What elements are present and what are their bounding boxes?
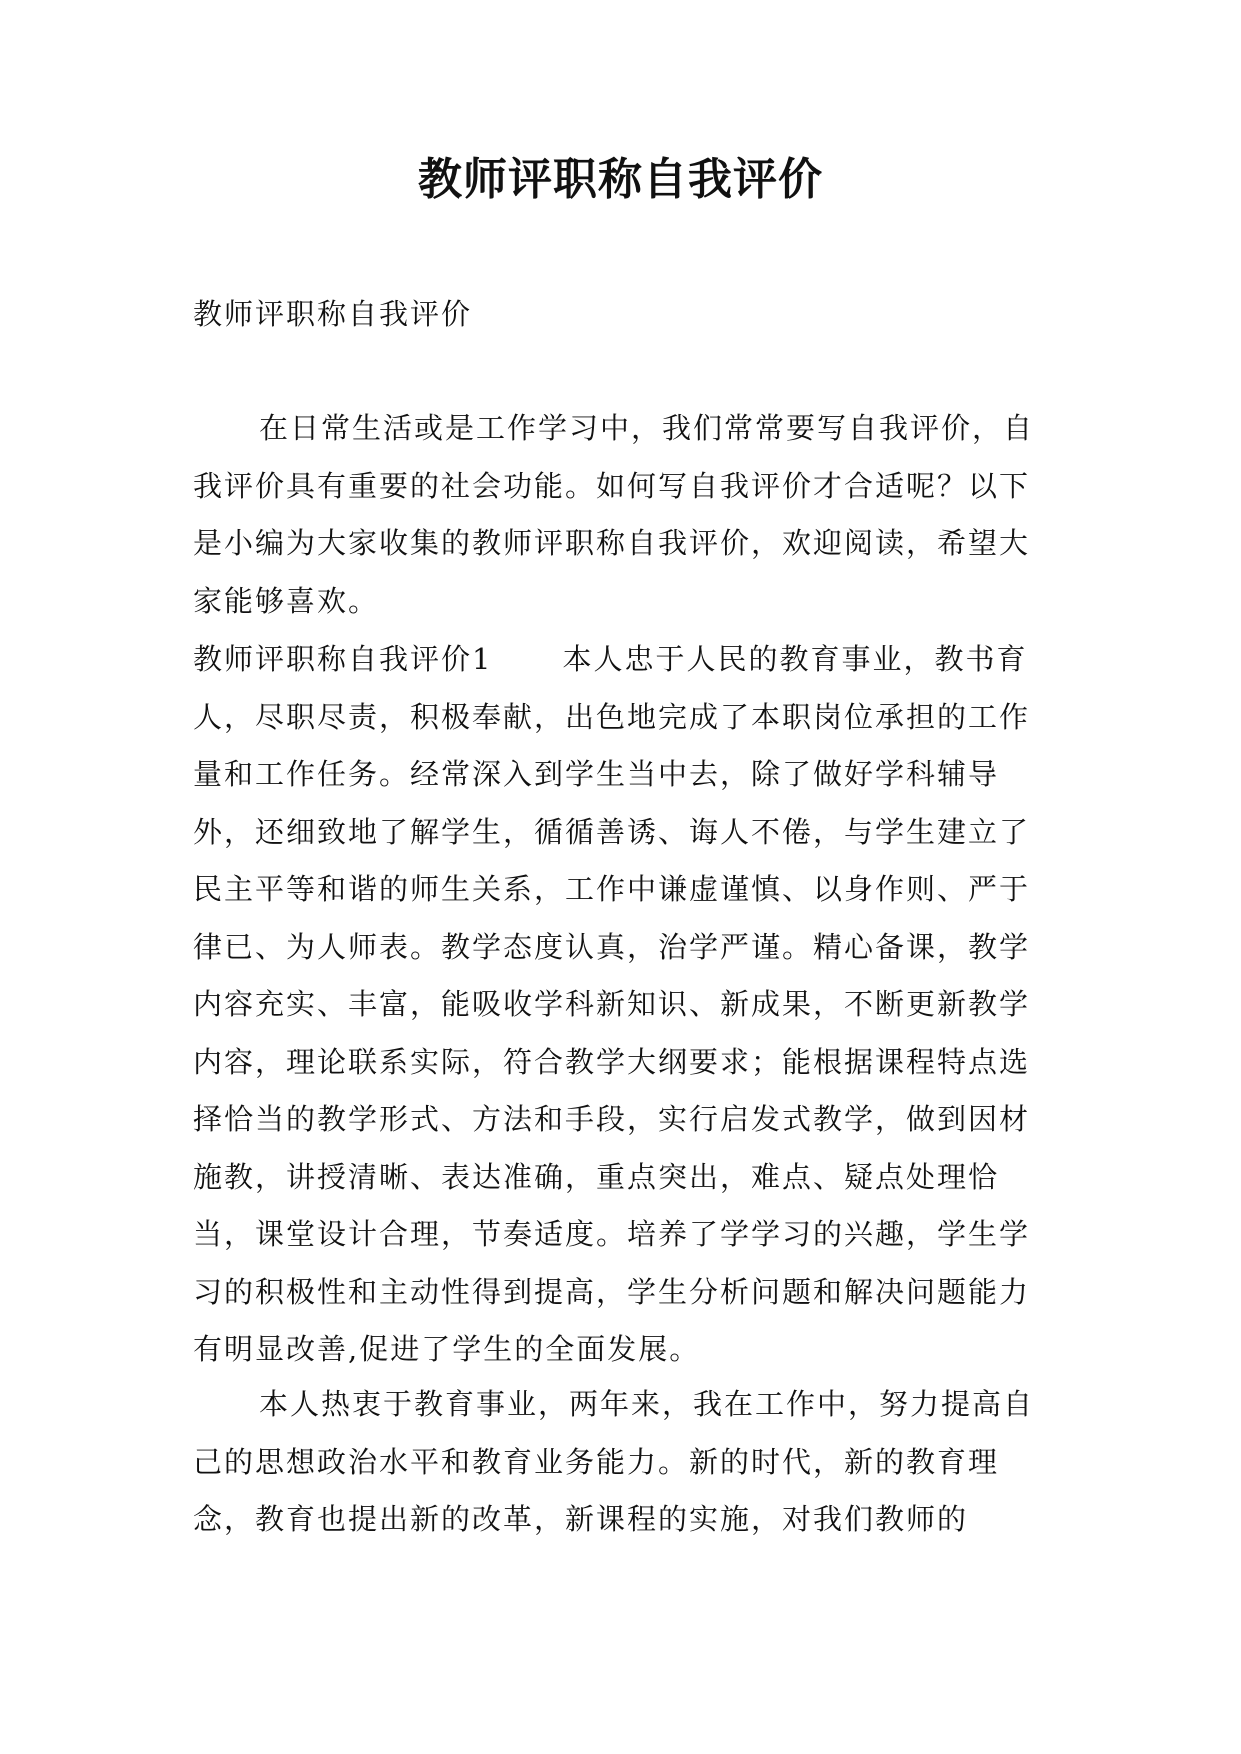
intro-paragraph: 在日常生活或是工作学习中，我们常常要写自我评价，自我评价具有重要的社会功能。如何写自我评价才合适呢？以下是小编为大家收集的教师评职称自我评价，欢迎阅读，希望大家能够喜欢。 <box>193 411 1035 618</box>
essay-1-heading: 教师评职称自我评价1 <box>193 642 493 676</box>
body-paragraph-2: 本人热衷于教育事业，两年来，我在工作中，努力提高自己的思想政治水平和教育业务能力。新的时代，新的教育理念，教育也提出新的改革，新课程的实施，对我们教师的 <box>193 1387 1035 1536</box>
essay-1-paragraph <box>193 631 1053 1379</box>
essay-1-text: 本人忠于人民的教育事业，教书育人，尽职尽责，积极奉献，出色地完成了本职岗位承担的工作量和工作任务。经常深入到学生当中去，除了做好学科辅导外，还细致地了解学生，循循善诱、诲人不倦，与学生建立了民主平等和谐的师生关系，工作中谦虚谨慎、以身作则、严于律已、为人师表。教学态度认真，治学严谨。精心备课，教学内容充实、丰富，能吸收学科新知识、新成果，不断更新教学内容，理论联系实际，符合教学大纲要求；能根据课程特点选择恰当的教学形式、方法和手段，实行启发式教学，做到因材施教，讲授清晰、表达准确，重点突出，难点、疑点处理恰当，课堂设计合理，节奏适度。培养了学学习的兴趣，学生学习的积极性和主动性得到提高，学生分析问题和解决问题能力有明显改善,促进了学生的全面发展。 <box>193 642 1031 1366</box>
document-title: 教师评职称自我评价 <box>418 154 823 205</box>
document-subtitle: 教师评职称自我评价 <box>193 297 473 331</box>
